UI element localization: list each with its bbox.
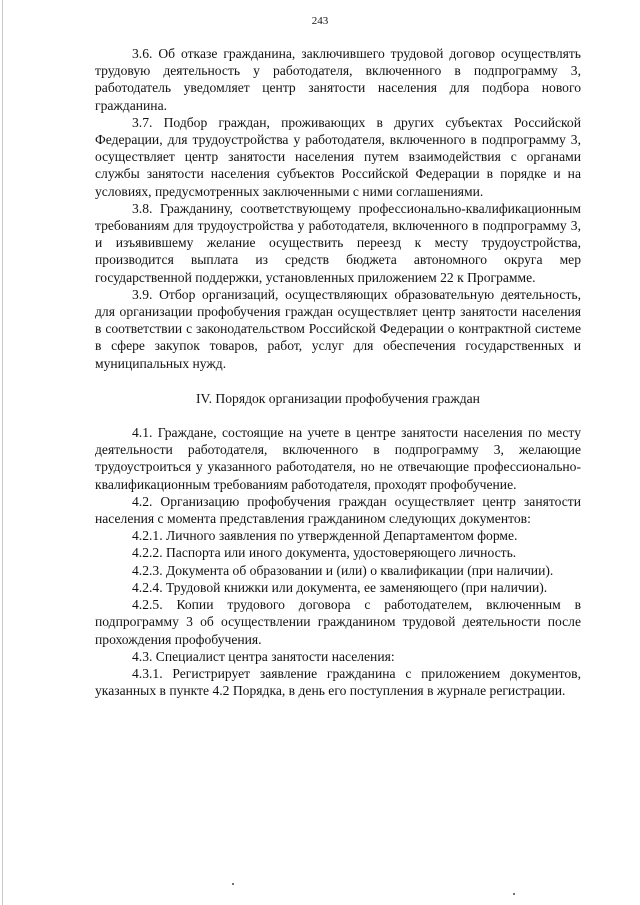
paragraph-3-7: 3.7. Подбор граждан, проживающих в других субъектах Российской Федерации, для трудоустройства у работодателя, включенного в подпрограмму 3, осуществляет центр занятости населения путем взаимодействия с органами службы занятости населения субъектов Российской Федерации в порядке и на условиях, предусмотренных заключенными с ними соглашениями.	[95, 114, 581, 199]
page-left-edge	[2, 0, 3, 905]
section-4-heading: IV. Порядок организации профобучения граждан	[196, 390, 480, 406]
paragraph-4-2-3: 4.2.3. Документа об образовании и (или) о квалификации (при наличии).	[132, 562, 554, 578]
page-number: 243	[311, 15, 329, 27]
paragraph-4-2-5: 4.2.5. Копии трудового договора с работодателем, включенным в подпрограмму 3 об осуществлении гражданином трудовой деятельности после прохождения профобучения.	[95, 597, 581, 647]
paragraph-3-8: 3.8. Гражданину, соответствующему профессионально-квалификационным требованиям для трудоустройства у работодателя, включенного в подпрограмму 3, и изъявившему желание осуществить переезд к месту трудоустройства, производится выплата из средств бюджета автономного округа мер государственной поддержки, установленных приложением 22 к Программе.	[95, 200, 581, 285]
scan-speck	[232, 883, 234, 885]
paragraph-4-2-1: 4.2.1. Личного заявления по утвержденной Департаментом форме.	[132, 528, 518, 544]
scan-speck	[513, 893, 515, 895]
paragraph-4-2-2: 4.2.2. Паспорта или иного документа, удостоверяющего личность.	[132, 545, 517, 561]
paragraph-3-6: 3.6. Об отказе гражданина, заключившего трудовой договор осуществлять трудовую деятельность у работодателя, включенного в подпрограмму 3, работодатель уведомляет центр занятости населения для подбора нового гражданина.	[95, 46, 581, 113]
paragraph-4-3: 4.3. Специалист центра занятости населения:	[132, 648, 395, 664]
paragraph-4-3-1: 4.3.1. Регистрирует заявление гражданина с приложением документов, указанных в пункте 4.2 Порядка, в день его поступления в журнале регистрации.	[95, 665, 581, 699]
page-content	[95, 45, 581, 699]
paragraph-4-1: 4.1. Граждане, состоящие на учете в центре занятости населения по месту деятельности работодателя, включенного в подпрограмму 3, желающие трудоустроиться у указанного работодателя, но не отвечающие профессионально-квалификационным требованиям работодателя, проходят профобучение.	[95, 425, 581, 492]
paragraph-4-2-4: 4.2.4. Трудовой книжки или документа, ее заменяющего (при наличии).	[132, 579, 548, 595]
paragraph-4-2: 4.2. Организацию профобучения граждан осуществляет центр занятости населения с момента представления гражданином следующих документов:	[95, 493, 581, 527]
paragraph-3-9: 3.9. Отбор организаций, осуществляющих образовательную деятельность, для организации профобучения граждан осуществляет центр занятости населения в соответствии с законодательством Российской Федерации о контрактной системе в сфере закупок товаров, работ, услуг для обеспечения государственных и муниципальных нужд.	[95, 286, 581, 371]
